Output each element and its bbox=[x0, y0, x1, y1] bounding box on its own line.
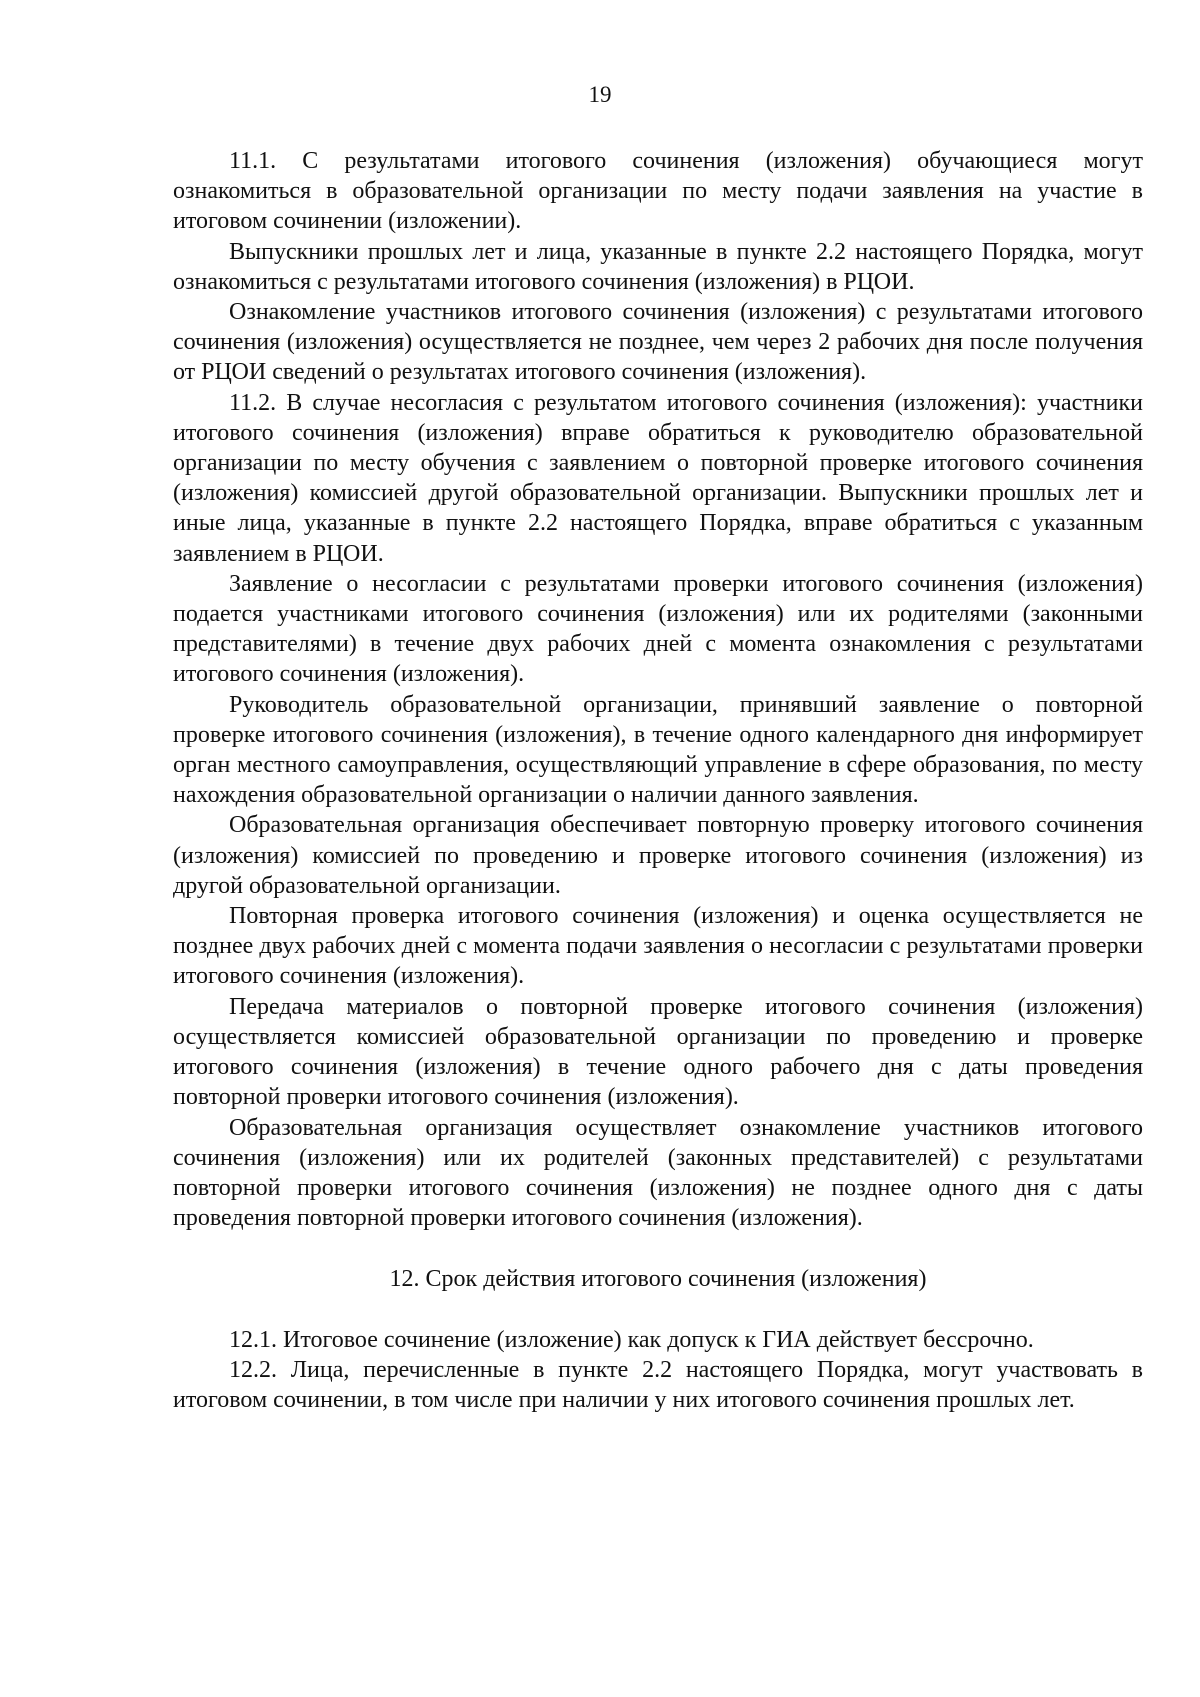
paragraph-12-1: 12.1. Итоговое сочинение (изложение) как допуск к ГИА действует бессрочно. bbox=[229, 1326, 1034, 1353]
paragraph-head-informs: Руководитель образовательной организации, принявший заявление о повторной проверке итогового сочинения (изложения), в течение одного календарного дня информирует орган местного самоуправления, осуществляющий управление в сфере образования, по месту нахождения образовательной организации о наличии данного заявления. bbox=[173, 691, 1143, 809]
paragraph-recheck-familiarization: Образовательная организация осуществляет ознакомление участников итогового сочинения (изложения) или их родителей (законных представителей) с результатами повторной проверки итогового сочинения (изложения) не позднее одного дня с даты проведения повторной проверки итогового сочинения (изложения). bbox=[173, 1114, 1143, 1232]
paragraph-11-1: 11.1. С результатами итогового сочинения (изложения) обучающиеся могут ознакомиться в образовательной организации по месту подачи заявления на участие в итоговом сочинении (изложении). bbox=[173, 148, 1143, 235]
paragraph-materials-transfer: Передача материалов о повторной проверке итогового сочинения (изложения) осуществляется комиссией образовательной организации по проведению и проверке итогового сочинения (изложения) в течение одного рабочего дня с даты проведения повторной проверки итогового сочинения (изложения). bbox=[173, 993, 1143, 1111]
paragraph-recheck-provided: Образовательная организация обеспечивает повторную проверку итогового сочинения (изложения) комиссией по проведению и проверке итогового сочинения (изложения) из другой образовательной организации. bbox=[173, 812, 1143, 899]
paragraph-graduates-results: Выпускники прошлых лет и лица, указанные в пункте 2.2 настоящего Порядка, могут ознакомиться с результатами итогового сочинения (изложения) в РЦОИ. bbox=[173, 238, 1143, 295]
paragraph-12-2: 12.2. Лица, перечисленные в пункте 2.2 настоящего Порядка, могут участвовать в итоговом сочинении, в том числе при наличии у них итогового сочинения прошлых лет. bbox=[173, 1356, 1143, 1413]
paragraph-disagreement-application: Заявление о несогласии с результатами проверки итогового сочинения (изложения) подается участниками итогового сочинения (изложения) или их родителями (законными представителями) в течение двух рабочих дней с момента ознакомления с результатами итогового сочинения (изложения). bbox=[173, 570, 1143, 688]
document-body bbox=[173, 146, 1143, 1415]
paragraph-familiarization-deadline: Ознакомление участников итогового сочинения (изложения) с результатами итогового сочинения (изложения) осуществляется не позднее, чем через 2 рабочих дня после получения от РЦОИ сведений о результатах итогового сочинения (изложения). bbox=[173, 299, 1143, 386]
paragraph-11-2: 11.2. В случае несогласия с результатом итогового сочинения (изложения): участники итогового сочинения (изложения) вправе обратиться к руководителю образовательной организации по месту обучения с заявлением о повторной проверке итогового сочинения (изложения) комиссией другой образовательной организации. Выпускники прошлых лет и иные лица, указанные в пункте 2.2 настоящего Порядка, вправе обратиться с указанным заявлением в РЦОИ. bbox=[173, 389, 1143, 567]
paragraph-recheck-deadline: Повторная проверка итогового сочинения (изложения) и оценка осуществляется не позднее двух рабочих дней с момента подачи заявления о несогласии с результатами проверки итогового сочинения (изложения). bbox=[173, 903, 1143, 990]
page-number: 19 bbox=[588, 82, 612, 107]
section-12-heading: 12. Срок действия итогового сочинения (изложения) bbox=[389, 1266, 927, 1293]
